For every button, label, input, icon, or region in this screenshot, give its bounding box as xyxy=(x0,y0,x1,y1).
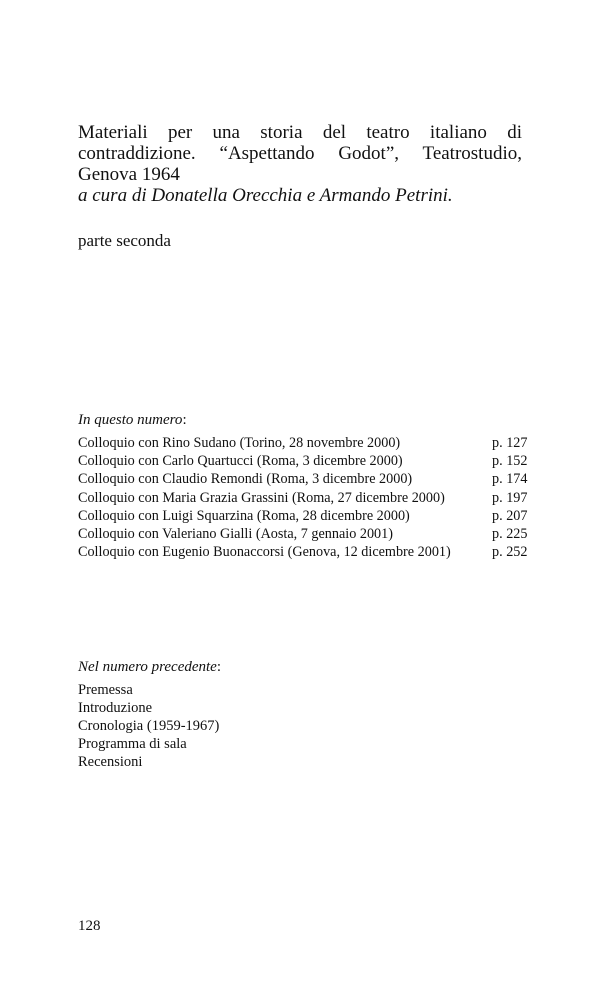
previous-issue-label: Nel numero precedente xyxy=(78,659,217,675)
previous-issue-item: Introduzione xyxy=(78,700,153,716)
toc-entry-title: Colloquio con Luigi Squarzina (Roma, 28 dicembre 2000) xyxy=(78,507,410,524)
toc-entry-page: p. 127 xyxy=(492,435,528,451)
toc-entry-title: Colloquio con Carlo Quartucci (Roma, 3 dicembre 2000) xyxy=(78,453,403,470)
toc-entry xyxy=(78,452,533,470)
toc-entry-page: p. 225 xyxy=(492,526,528,543)
previous-issue-item: Premessa xyxy=(78,682,133,698)
toc-entry-title: Colloquio con Eugenio Buonaccorsi (Genova, 12 dicembre 2001) xyxy=(78,544,451,561)
title-editors: a cura di Donatella Orecchia e Armando Petrini. xyxy=(78,185,453,206)
part-label: parte seconda xyxy=(78,231,171,250)
in-this-issue-label: In questo numero xyxy=(78,412,183,428)
toc-entry xyxy=(78,489,533,507)
toc-entry-title: Colloquio con Valeriano Gialli (Aosta, 7 gennaio 2001) xyxy=(78,526,393,543)
previous-issue-heading xyxy=(78,659,221,676)
table-of-contents xyxy=(78,434,533,561)
toc-entry-page: p. 152 xyxy=(492,453,528,470)
toc-entry-title: Colloquio con Maria Grazia Grassini (Roma, 27 dicembre 2000) xyxy=(78,489,445,506)
toc-entry-page: p. 207 xyxy=(492,507,528,524)
article-title xyxy=(78,122,522,206)
toc-entry-page: p. 197 xyxy=(492,489,528,506)
toc-entry-title: Colloquio con Rino Sudano (Torino, 28 novembre 2000) xyxy=(78,435,401,451)
toc-entry-title: Colloquio con Claudio Remondi (Roma, 3 dicembre 2000) xyxy=(78,471,413,488)
previous-issue-colon: : xyxy=(216,659,222,675)
title-main: Materiali per una storia del teatro italiano di contraddizione. “Aspettando Godot”, Teatrostudio, Genova 1964 xyxy=(78,122,522,185)
toc-entry xyxy=(78,507,533,525)
toc-entry xyxy=(78,470,533,488)
toc-entry xyxy=(78,525,533,543)
in-this-issue-heading xyxy=(78,412,187,429)
previous-issue-item: Cronologia (1959-1967) xyxy=(78,718,220,734)
in-this-issue-colon: : xyxy=(182,412,187,428)
toc-entry-page: p. 174 xyxy=(492,471,528,488)
toc-entry-page: p. 252 xyxy=(492,544,528,561)
previous-issue-item: Recensioni xyxy=(78,754,143,770)
previous-issue-item: Programma di sala xyxy=(78,736,187,752)
toc-entry xyxy=(78,434,533,452)
toc-entry xyxy=(78,543,533,561)
previous-issue-list xyxy=(78,681,219,771)
page-number: 128 xyxy=(78,918,101,934)
